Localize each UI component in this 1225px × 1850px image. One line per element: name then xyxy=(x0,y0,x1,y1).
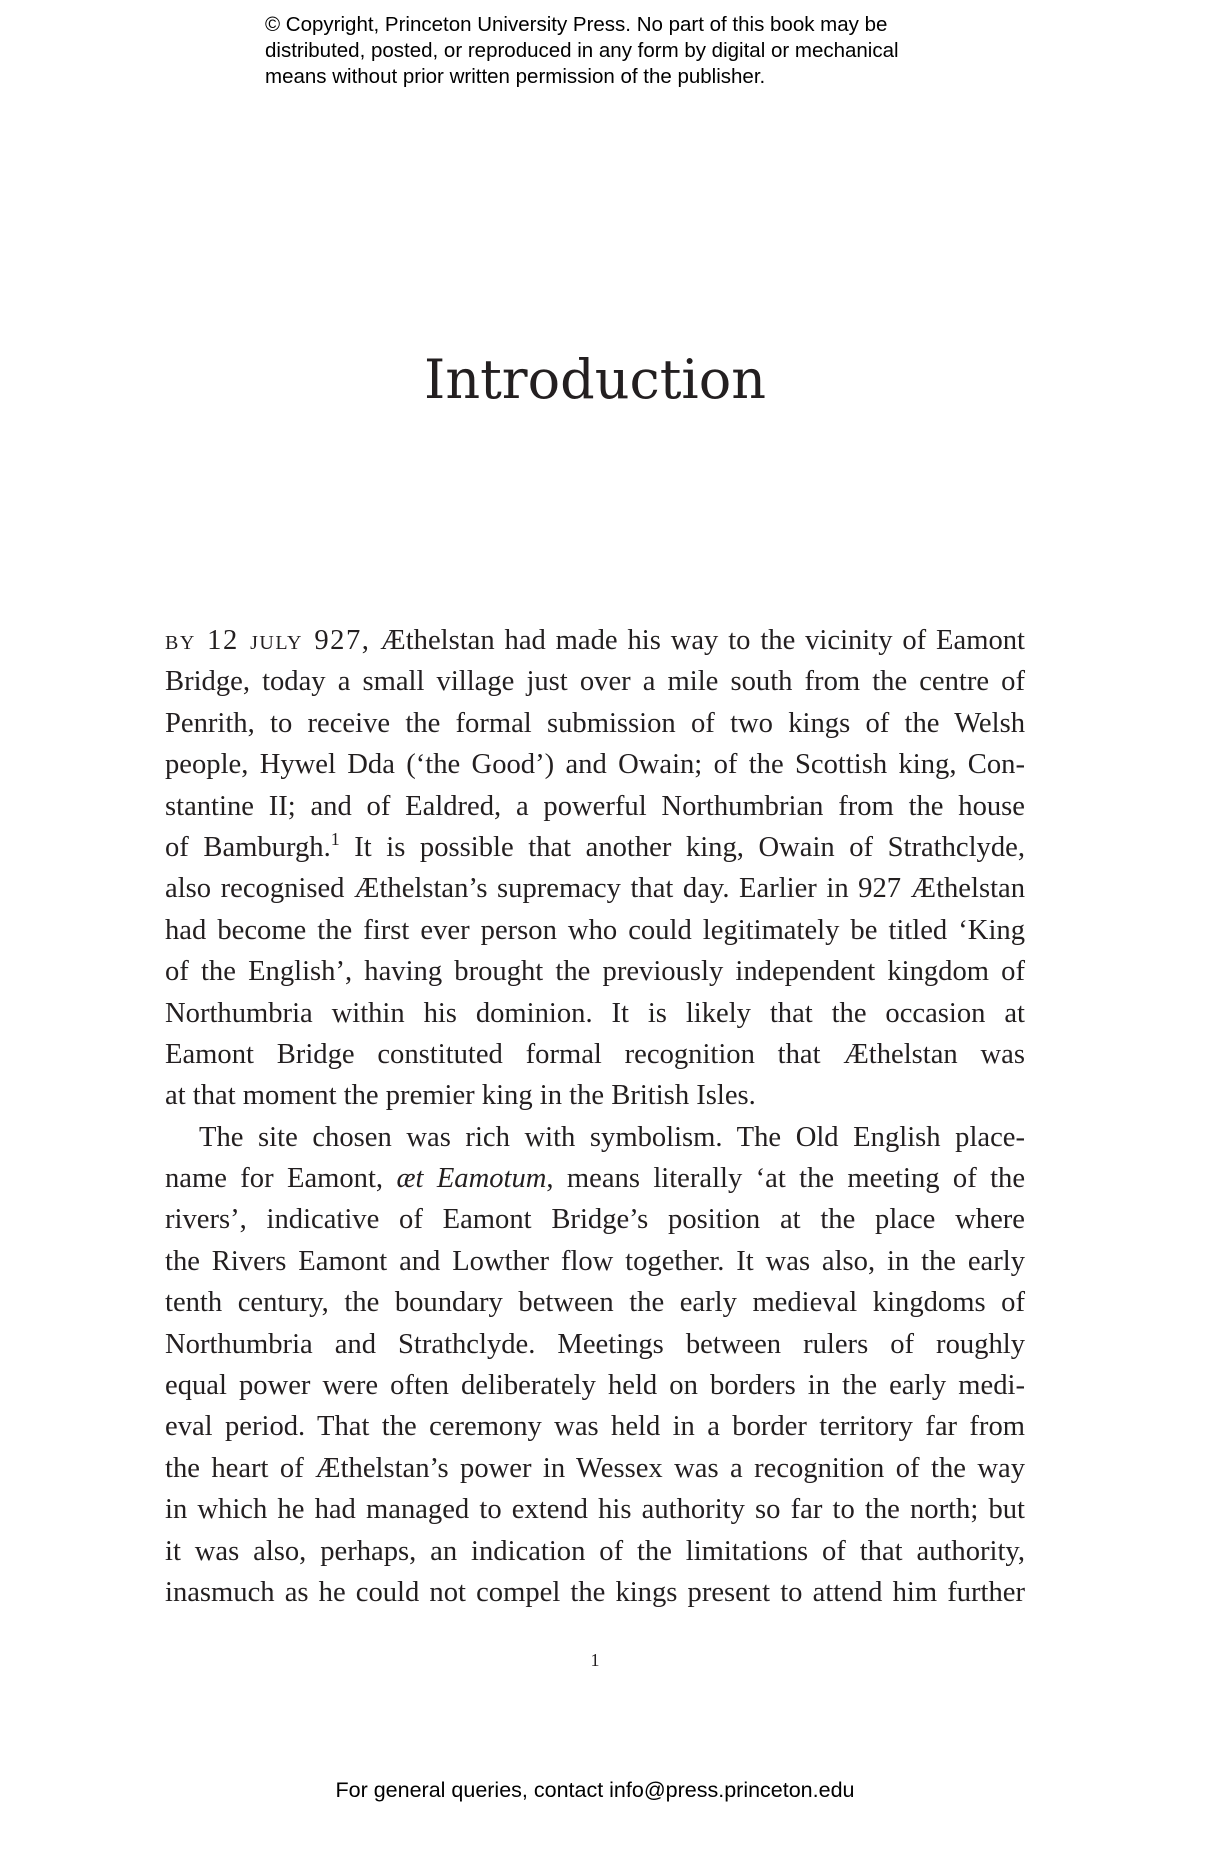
text-line: Eamont Bridge constituted formal recognition that Æthelstan was xyxy=(165,1038,1025,1070)
copyright-line: distributed, posted, or reproduced in any form by digital or mechanical xyxy=(265,39,899,62)
copyright-line: © Copyright, Princeton University Press. No part of this book may be xyxy=(265,13,888,36)
text-line-segment: name for Eamont, xyxy=(165,1163,397,1195)
chapter-title: Introduction xyxy=(424,348,766,411)
text-line: Penrith, to receive the formal submission of two kings of the Welsh xyxy=(165,707,1025,739)
text-line: stantine II; and of Ealdred, a powerful Northumbrian from the house xyxy=(165,790,1025,822)
text-line: inasmuch as he could not compel the kings present to attend him further xyxy=(165,1576,1025,1608)
text-line: people, Hywel Dda (‘the Good’) and Owain; of the Scottish king, Con- xyxy=(165,749,1025,781)
text-line xyxy=(165,827,1025,868)
footnote-marker[interactable]: 1 xyxy=(330,828,340,849)
text-line-segment: , means literally ‘at the meeting of the xyxy=(546,1163,1026,1195)
text-line: had become the first ever person who could legitimately be titled ‘King xyxy=(165,914,1025,946)
page-number: 1 xyxy=(590,1650,600,1670)
copyright-line: means without prior written permission of the publisher. xyxy=(265,65,766,88)
text-line: also recognised Æthelstan’s supremacy that day. Earlier in 927 Æthelstan xyxy=(165,873,1025,905)
text-line-segment: of Bamburgh. xyxy=(165,831,331,863)
text-line-segment: Æthelstan had made his way to the vicinity of Eamont xyxy=(370,625,1025,656)
text-line: Northumbria and Strathclyde. Meetings between rulers of roughly xyxy=(165,1328,1025,1360)
text-line: at that moment the premier king in the British Isles. xyxy=(165,1080,756,1112)
text-line: Bridge, today a small village just over a mile south from the centre of xyxy=(165,666,1025,698)
text-line: rivers’, indicative of Eamont Bridge’s position at the place where xyxy=(165,1204,1025,1236)
text-line: in which he had managed to extend his authority so far to the north; but xyxy=(165,1494,1025,1526)
copyright-notice xyxy=(265,12,985,90)
text-line xyxy=(165,1158,1025,1199)
text-line: eval period. That the ceremony was held in a border territory far from xyxy=(165,1411,1025,1443)
text-line: tenth century, the boundary between the early medieval kingdoms of xyxy=(165,1287,1025,1319)
text-line-segment: It is possible that another king, Owain of Strathclyde, xyxy=(339,831,1025,863)
text-line: Northumbria within his dominion. It is likely that the occasion at xyxy=(165,997,1025,1029)
text-line: the Rivers Eamont and Lowther flow together. It was also, in the early xyxy=(165,1245,1025,1277)
text-line: equal power were often deliberately held on borders in the early medi- xyxy=(165,1370,1025,1402)
lead-in-smallcaps: by 12 july 927, xyxy=(165,625,371,656)
footer-contact: For general queries, contact info@press.princeton.edu xyxy=(335,1778,855,1802)
text-line: the heart of Æthelstan’s power in Wessex was a recognition of the way xyxy=(165,1452,1025,1484)
text-line: of the English’, having brought the previously independent kingdom of xyxy=(165,956,1025,988)
text-line xyxy=(165,620,1025,661)
body-text xyxy=(165,620,1025,1613)
italic-term: æt Eamotum xyxy=(396,1163,547,1195)
text-line: it was also, perhaps, an indication of the limitations of that authority, xyxy=(165,1535,1025,1567)
text-line: The site chosen was rich with symbolism. The Old English place- xyxy=(199,1121,1025,1153)
